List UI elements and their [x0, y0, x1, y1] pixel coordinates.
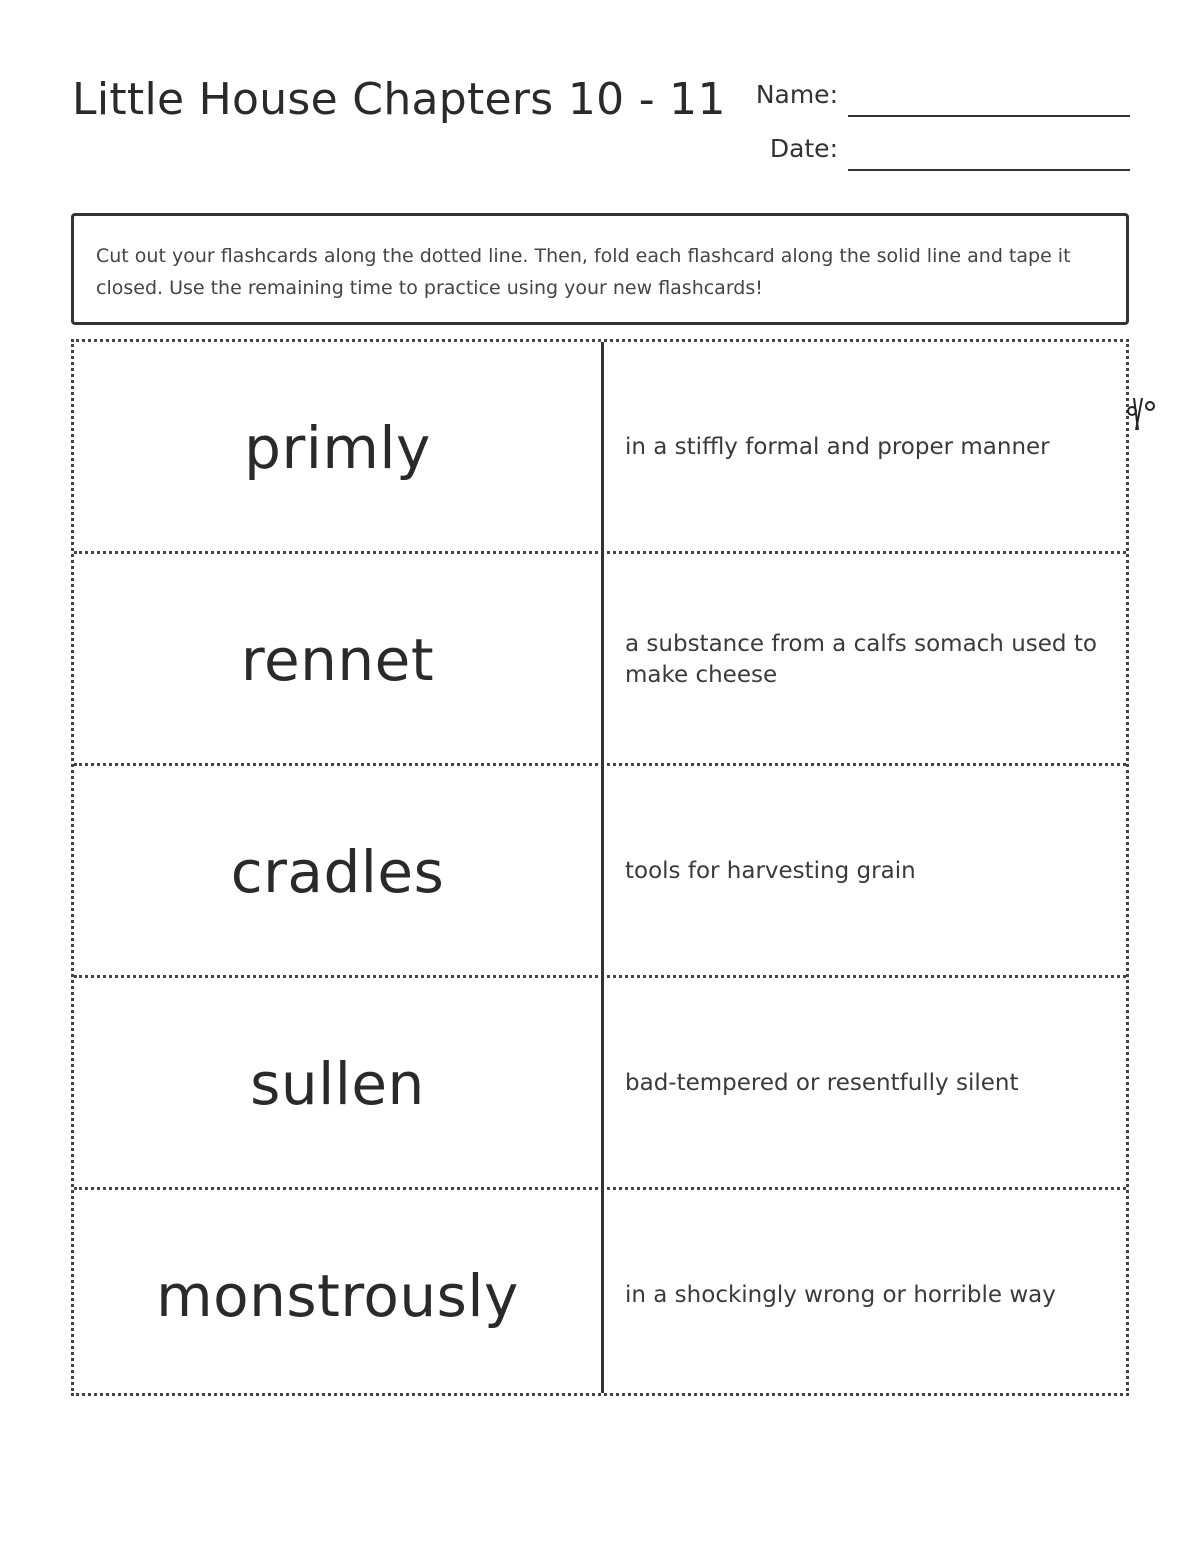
- flashcard-row: [74, 551, 1126, 765]
- flashcard-term: cradles: [230, 837, 445, 906]
- scissors-icon: [1124, 394, 1158, 434]
- flashcard-term: sullen: [250, 1049, 425, 1118]
- flashcard-definition: tools for harvesting grain: [625, 858, 916, 884]
- instructions-text: Cut out your flashcards along the dotted line. Then, fold each flashcard along the solid line and tape it closed. Use the remaining time to practice using your new flashcards!: [96, 245, 1071, 299]
- flashcard-row: [74, 342, 1126, 553]
- flashcard-term: monstrously: [156, 1261, 519, 1330]
- flashcard-definition: bad-tempered or resentfully silent: [625, 1070, 1019, 1096]
- flashcard-row: [74, 975, 1126, 1189]
- flashcard-row: [74, 1187, 1126, 1401]
- flashcard-term: rennet: [240, 625, 435, 694]
- flashcard-term: primly: [244, 413, 431, 482]
- name-line: [848, 115, 1130, 117]
- instructions-box: [71, 213, 1129, 325]
- flashcard-row: [74, 763, 1126, 977]
- flashcard-sheet: [71, 339, 1129, 1396]
- date-label: Date:: [769, 134, 838, 163]
- name-label: Name:: [755, 80, 838, 109]
- date-line: [848, 169, 1130, 171]
- fold-line: [601, 342, 604, 1393]
- worksheet-title: Little House Chapters 10 - 11: [72, 74, 726, 125]
- flashcard-definition: in a shockingly wrong or horrible way: [625, 1282, 1056, 1308]
- flashcard-definition: a substance from a calfs somach used to make cheese: [625, 630, 1097, 688]
- flashcard-definition: in a stiffly formal and proper manner: [625, 434, 1050, 460]
